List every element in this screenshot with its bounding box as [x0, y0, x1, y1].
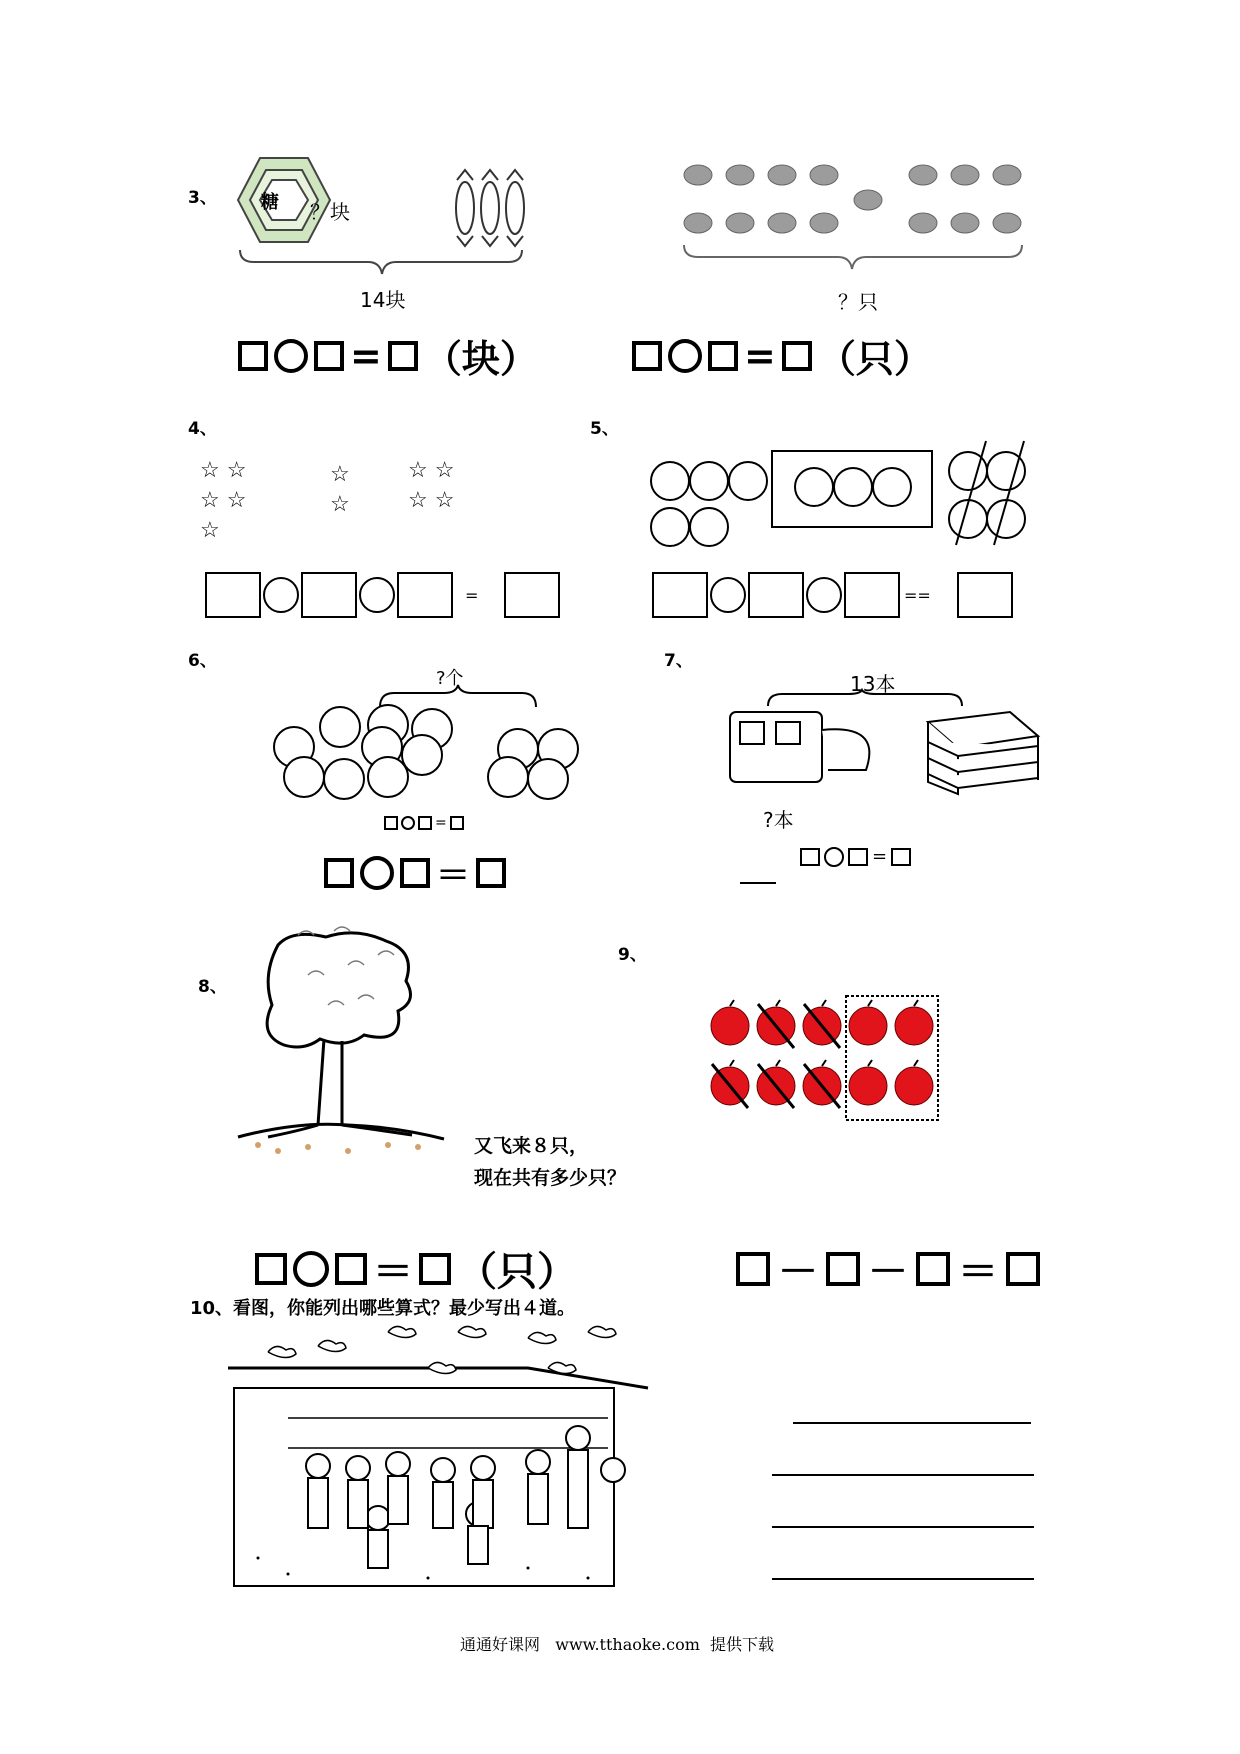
answer-box[interactable]	[476, 858, 506, 888]
apple-stem	[822, 1060, 826, 1066]
answer-line[interactable]	[772, 1474, 1034, 1476]
equation-4	[205, 572, 560, 618]
apple	[711, 1007, 749, 1045]
answer-box[interactable]	[844, 572, 900, 618]
operator-circle[interactable]	[806, 577, 842, 613]
candy-label: 糖	[261, 192, 279, 213]
equation-8	[255, 1240, 577, 1297]
apple	[895, 1007, 933, 1045]
unit-label: （块）	[423, 337, 538, 381]
answer-box[interactable]	[384, 816, 398, 830]
equation-7	[800, 846, 911, 867]
answer-box[interactable]	[324, 858, 354, 888]
apple-stem	[868, 1000, 872, 1006]
playground-scene-figure	[228, 1328, 648, 1598]
operator-circle[interactable]	[668, 339, 702, 373]
equals-sign: =	[465, 585, 479, 605]
equation-3a	[238, 328, 538, 383]
apple	[849, 1007, 887, 1045]
birds-figure	[678, 145, 1038, 295]
apple-stem	[730, 1000, 734, 1006]
apple-stem	[914, 1060, 918, 1066]
operator-circle[interactable]	[263, 577, 299, 613]
answer-line[interactable]	[772, 1578, 1034, 1580]
question-9-number: 9、	[618, 945, 647, 965]
answer-line[interactable]	[793, 1422, 1031, 1424]
apple-stem	[868, 1060, 872, 1066]
apple	[895, 1067, 933, 1105]
answer-box[interactable]	[400, 858, 430, 888]
operator-circle[interactable]	[293, 1251, 329, 1287]
answer-box[interactable]	[418, 816, 432, 830]
answer-box[interactable]	[957, 572, 1013, 618]
question-8-number: 8、	[198, 977, 227, 997]
operator-circle[interactable]	[274, 339, 308, 373]
birds-total-label: ？只	[838, 290, 878, 314]
question-6-number: 6、	[188, 651, 217, 671]
equation-6-small	[384, 815, 464, 831]
apple-stem	[914, 1000, 918, 1006]
tree-with-birds-figure	[238, 915, 458, 1155]
books-total-label: 13本	[850, 672, 896, 696]
answer-box[interactable]	[916, 1252, 950, 1286]
equation-5	[652, 572, 1013, 618]
apple	[849, 1067, 887, 1105]
answer-box[interactable]	[238, 341, 268, 371]
unit-label: （只）	[817, 337, 932, 381]
answer-box[interactable]	[450, 816, 464, 830]
answer-box[interactable]	[800, 848, 820, 866]
question-5-number: 5、	[590, 419, 619, 439]
unit-label: （只）	[457, 1249, 577, 1295]
answer-box[interactable]	[736, 1252, 770, 1286]
answer-box[interactable]	[708, 341, 738, 371]
answer-box[interactable]	[335, 1253, 367, 1285]
answer-box[interactable]	[504, 572, 560, 618]
equals-sign: =	[744, 333, 776, 378]
equals-sign: ＝	[436, 856, 470, 896]
question-7-number: 7、	[664, 651, 693, 671]
equals-sign: ＝	[958, 1249, 998, 1295]
answer-line	[740, 882, 776, 884]
equals-sign: =	[350, 333, 382, 378]
question-4-number: 4、	[188, 419, 217, 439]
apple-stem	[776, 1060, 780, 1066]
apple-stem	[822, 1000, 826, 1006]
apples-crossed-figure	[706, 994, 946, 1124]
question-10-prompt: 10、看图，你能列出哪些算式？最少写出４道。	[190, 1298, 576, 1319]
answer-box[interactable]	[255, 1253, 287, 1285]
answer-box[interactable]	[388, 341, 418, 371]
answer-box[interactable]	[826, 1252, 860, 1286]
answer-box[interactable]	[782, 341, 812, 371]
caption-line-2: 现在共有多少只？	[474, 1167, 627, 1189]
answer-box[interactable]	[891, 848, 911, 866]
operator-circle[interactable]	[824, 847, 844, 867]
answer-box[interactable]	[848, 848, 868, 866]
operator-circle[interactable]	[359, 577, 395, 613]
equation-3b	[632, 328, 932, 383]
apple-stem	[776, 1000, 780, 1006]
answer-box[interactable]	[652, 572, 708, 618]
operator-circle[interactable]	[360, 856, 394, 890]
footer-text: 通通好课网 www.tthaoke.com 提供下载	[460, 1635, 775, 1654]
bag-and-books-figure	[728, 690, 1048, 810]
equals-sign: ＝	[373, 1249, 413, 1295]
apples-total-label: ?个	[436, 668, 464, 689]
answer-line[interactable]	[772, 1526, 1034, 1528]
answer-box[interactable]	[205, 572, 261, 618]
apples-figure	[262, 685, 592, 805]
circles-figure	[650, 445, 1040, 555]
minus-sign: －	[778, 1249, 818, 1295]
equation-6	[324, 848, 506, 897]
answer-box[interactable]	[632, 341, 662, 371]
answer-box[interactable]	[301, 572, 357, 618]
equals-sign: =	[435, 815, 447, 831]
equation-9	[736, 1240, 1040, 1297]
equals-sign: ==	[904, 585, 931, 605]
operator-circle[interactable]	[710, 577, 746, 613]
candy-unknown-label: ？块	[310, 200, 350, 224]
caption-line-1: 又飞来８只，	[474, 1135, 589, 1157]
question-8-caption	[474, 1130, 626, 1194]
answer-box[interactable]	[397, 572, 453, 618]
answer-box[interactable]	[314, 341, 344, 371]
bag-unknown-label: ?本	[763, 808, 794, 832]
answer-box[interactable]	[748, 572, 804, 618]
question-3-number: 3、	[188, 188, 217, 208]
operator-circle[interactable]	[401, 816, 415, 830]
candy-total-label: 14块	[360, 288, 406, 312]
equals-sign: =	[872, 846, 888, 867]
minus-sign: －	[868, 1249, 908, 1295]
answer-box[interactable]	[419, 1253, 451, 1285]
answer-box[interactable]	[1006, 1252, 1040, 1286]
apple-stem	[730, 1060, 734, 1066]
